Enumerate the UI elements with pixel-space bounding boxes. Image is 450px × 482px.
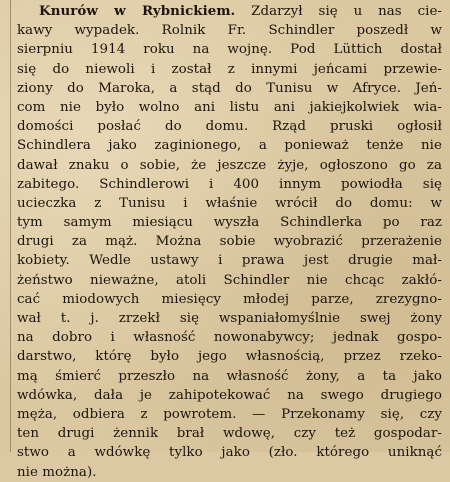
article-line-22: męża, odbiera z powrotem. — Przekonamy się, czy: [17, 406, 442, 422]
article-line-8: Schindlera jako zaginionego, a ponieważ tenże nie: [17, 138, 442, 154]
article-line-1: [17, 2, 442, 21]
article-line-23: ten drugi żennik brał wdowę, czy też gospodar-: [17, 426, 442, 442]
article-line-19: darstwo, którę było jego własnością, przez rzeko-: [17, 349, 442, 365]
article-line-25: nie można).: [17, 464, 97, 480]
article-line-9: dawał znaku o sobie, że jeszcze żyje, ogłoszono go za: [17, 157, 442, 173]
article-line-7: domości posłać do domu. Rząd pruski ogłosił: [17, 119, 442, 135]
article-line-2: kawy wypadek. Rolnik Fr. Schindler poszedł w: [17, 23, 442, 39]
article-headline: Knurów w Rybnickiem.: [39, 3, 236, 19]
article-line-16: cać miodowych miesięcy młodej parze, zrezygno-: [17, 291, 442, 307]
article-line-20: mą śmierć przeszło na własność żony, a ta jako: [17, 368, 442, 384]
article-line-12: tym samym miesiącu wyszła Schindlerka po raz: [17, 215, 442, 231]
article-line-21: wdówka, dała je zahipotekować na swego drugiego: [17, 387, 442, 403]
article-line-17: wał t. j. zrzekł się wspaniałomyślnie swej żony: [17, 311, 442, 326]
article-line-18: na dobro i własność nowonabywcy; jednak gospo-: [17, 330, 442, 346]
article-line-3: sierpniu 1914 roku na wojnę. Pod Lüttich dostał: [17, 42, 442, 58]
article-line-15: żeństwo nieważne, atoli Schindler nie chcąc zakłó-: [17, 272, 442, 288]
article-line-4: się do niewoli i został z innymi jeńcami przewie-: [17, 61, 442, 77]
article-line-13: drugi za mąż. Można sobie wyobrazić przerażenie: [17, 234, 442, 250]
news-article: [17, 2, 442, 482]
article-line-10: zabitego. Schindlerowi i 400 innym powiodła się: [17, 176, 442, 192]
article-line-14: kobiety. Wedle ustawy i prawa jest drugie mał-: [17, 253, 442, 269]
article-line-24: stwo a wdówkę tylko jako (zło. którego uniknąć: [17, 445, 442, 461]
article-line-5: ziony do Maroka, a stąd do Tunisu w Afryce. Jeń-: [17, 80, 442, 96]
column-rule: [10, 0, 11, 452]
article-line-11: ucieczka z Tunisu i właśnie wrócił do domu: w: [17, 195, 442, 211]
article-lead-text: Zdarzył się u nas cie-: [251, 4, 442, 19]
article-line-6: com nie było wolno ani listu ani jakiejkolwiek wia-: [17, 99, 442, 115]
